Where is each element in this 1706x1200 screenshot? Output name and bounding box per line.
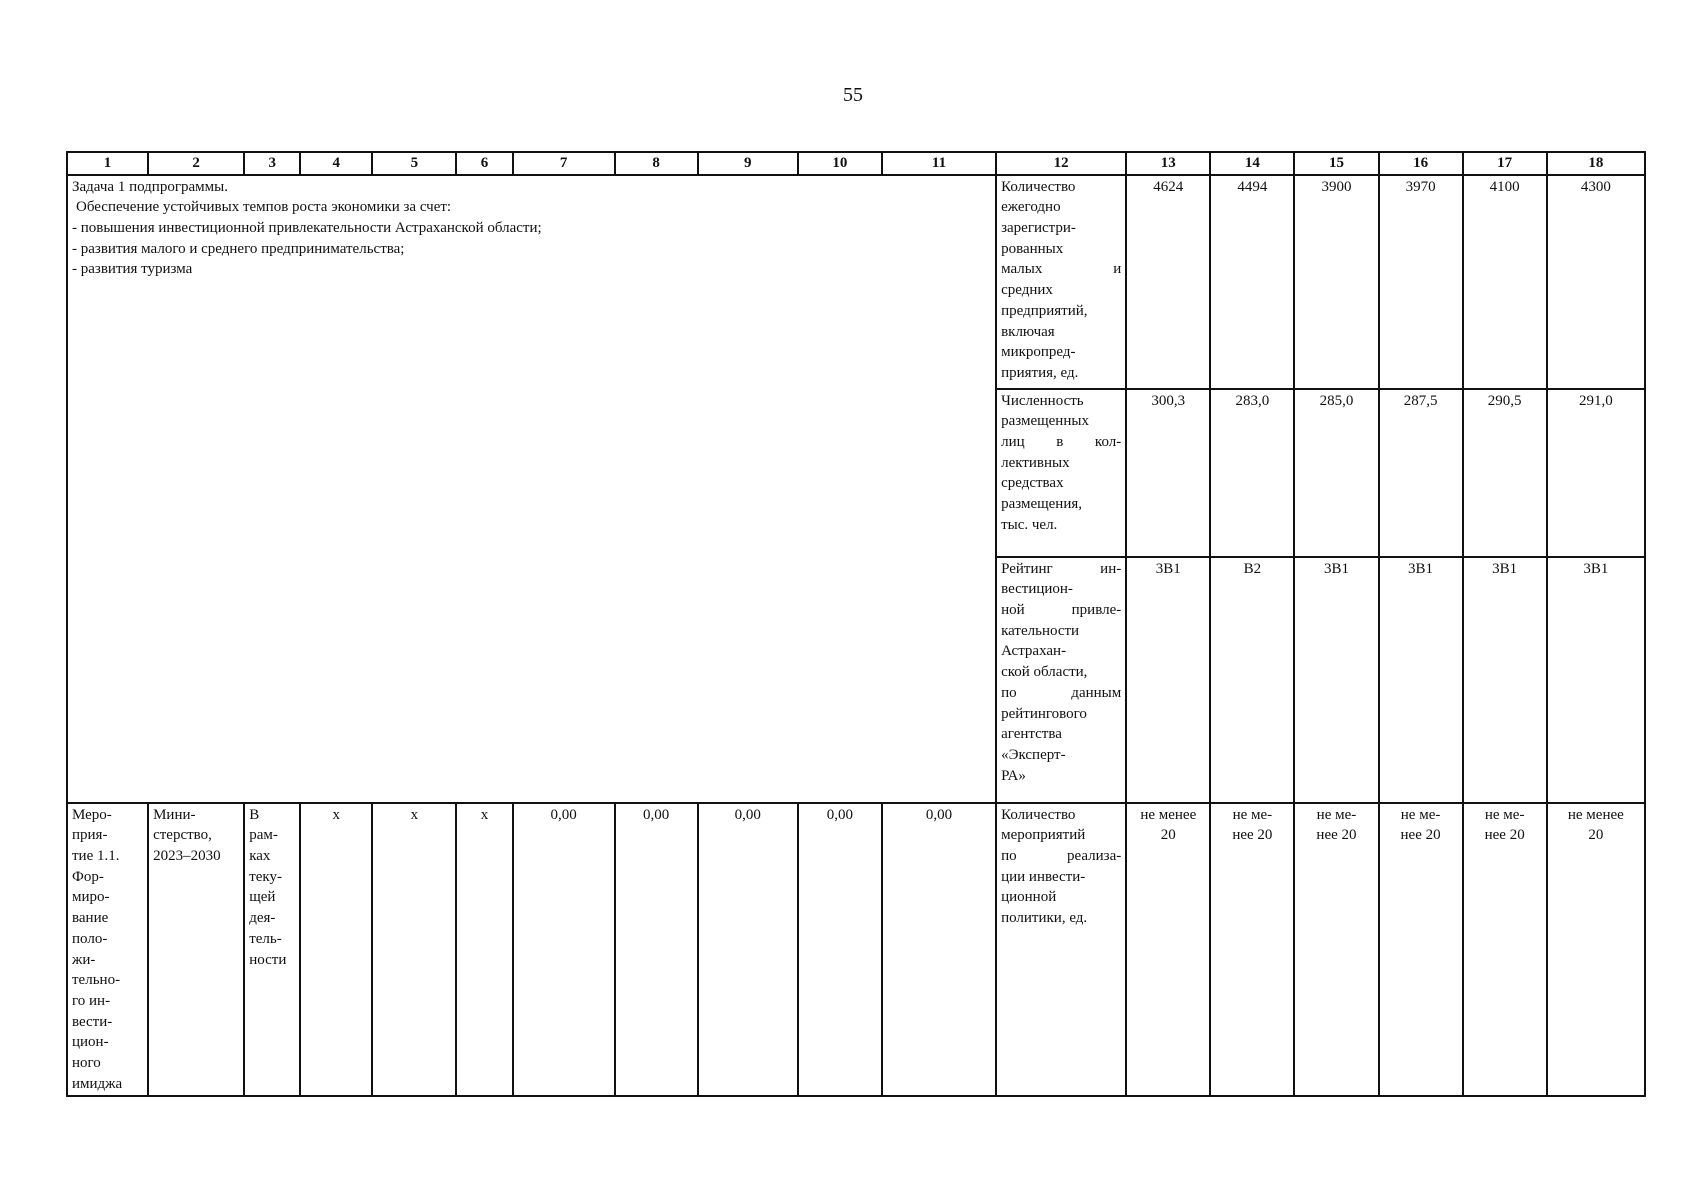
measure-target-value [1547, 803, 1645, 1097]
indicator-line: размещенных [1001, 413, 1089, 430]
indicator-line: малых и [1001, 261, 1122, 278]
measure-col-11: 0,00 [882, 803, 996, 1097]
indicator-line: агентства [1001, 726, 1062, 743]
target-line: не ме- [1316, 806, 1357, 823]
target-line: нее 20 [1484, 827, 1525, 844]
task-item: - развития туризма [72, 261, 193, 278]
target-line: не ме- [1232, 806, 1273, 823]
indicator-value: 3900 [1294, 175, 1378, 389]
target-line: нее 20 [1400, 827, 1441, 844]
funding-line: ности [249, 951, 287, 968]
indicator-value: 283,0 [1210, 389, 1294, 557]
col-header-9: 9 [698, 152, 798, 175]
indicator-value: 3В1 [1379, 557, 1463, 803]
indicator-line: Количество [1001, 806, 1076, 823]
funding-line: ках [249, 848, 271, 865]
target-line: нее 20 [1316, 827, 1357, 844]
measure-target-value [1126, 803, 1210, 1097]
measure-col-4: х [300, 803, 372, 1097]
indicator-line: лиц в кол- [1001, 434, 1122, 451]
indicator-value: 287,5 [1379, 389, 1463, 557]
task-description [67, 175, 996, 803]
indicator-name [996, 175, 1126, 389]
indicator-value: 285,0 [1294, 389, 1378, 557]
indicator-line: ционной [1001, 889, 1057, 906]
col-header-11: 11 [882, 152, 996, 175]
measure-target-value [1379, 803, 1463, 1097]
measure-target-value [1294, 803, 1378, 1097]
target-line: не менее [1567, 806, 1624, 823]
measure-target-value [1210, 803, 1294, 1097]
funding-line: В [249, 806, 260, 823]
indicator-line: ской области, [1001, 664, 1088, 681]
col-header-13: 13 [1126, 152, 1210, 175]
indicator-line: средних [1001, 282, 1053, 299]
indicator-line: Рейтинг ин- [1001, 560, 1122, 577]
executor-line: Мини- [153, 806, 196, 823]
indicator-name [996, 389, 1126, 557]
target-line: не менее [1140, 806, 1197, 823]
measure-target-value [1463, 803, 1547, 1097]
indicator-value: В2 [1210, 557, 1294, 803]
indicator-line: по реализа- [1001, 848, 1122, 865]
column-number-row [67, 152, 1645, 175]
indicator-name [996, 557, 1126, 803]
indicator-value: 3В1 [1126, 557, 1210, 803]
indicator-line: вестицион- [1001, 581, 1073, 598]
measure-col-7: 0,00 [513, 803, 615, 1097]
col-header-2: 2 [148, 152, 244, 175]
indicator-line: РА» [1001, 767, 1026, 784]
indicator-line: Астрахан- [1001, 643, 1067, 660]
col-header-6: 6 [456, 152, 512, 175]
measure-line: поло- [72, 930, 108, 947]
col-header-17: 17 [1463, 152, 1547, 175]
measure-indicator-name [996, 803, 1126, 1097]
funding-line: теку- [249, 868, 282, 885]
indicator-value: 4100 [1463, 175, 1547, 389]
target-line: не ме- [1400, 806, 1441, 823]
indicator-line: микропред- [1001, 344, 1076, 361]
measure-col-6: х [456, 803, 512, 1097]
indicator-value: 290,5 [1463, 389, 1547, 557]
measure-name [67, 803, 148, 1097]
funding-line: дея- [249, 910, 276, 927]
measure-line: Меро- [72, 806, 112, 823]
measure-funding-note [244, 803, 300, 1097]
indicator-value: 4494 [1210, 175, 1294, 389]
col-header-4: 4 [300, 152, 372, 175]
indicator-value: 3В1 [1294, 557, 1378, 803]
measure-line: цион- [72, 1034, 109, 1051]
indicator-line: рейтингового [1001, 705, 1087, 722]
indicator-line: размещения, [1001, 496, 1083, 513]
indicator-line: тыс. чел. [1001, 516, 1058, 533]
indicator-line: по данным [1001, 684, 1122, 701]
indicator-value: 3В1 [1463, 557, 1547, 803]
target-line: нее 20 [1232, 827, 1273, 844]
col-header-14: 14 [1210, 152, 1294, 175]
task-title: Задача 1 подпрограммы. [72, 178, 228, 195]
indicator-line: кательности [1001, 622, 1080, 639]
indicator-line: включая [1001, 323, 1055, 340]
col-header-18: 18 [1547, 152, 1645, 175]
indicator-line: лективных [1001, 454, 1070, 471]
col-header-1: 1 [67, 152, 148, 175]
funding-line: рам- [249, 827, 278, 844]
measure-executor [148, 803, 244, 1097]
measure-line: тельно- [72, 972, 121, 989]
indicator-value: 3970 [1379, 175, 1463, 389]
target-line: не ме- [1484, 806, 1525, 823]
indicator-line: ежегодно [1001, 199, 1061, 216]
indicator-line: рованных [1001, 240, 1064, 257]
measure-line: Фор- [72, 868, 104, 885]
indicator-line: Численность [1001, 392, 1084, 409]
col-header-16: 16 [1379, 152, 1463, 175]
col-header-5: 5 [372, 152, 456, 175]
measure-line: прия- [72, 827, 108, 844]
measure-col-10: 0,00 [798, 803, 882, 1097]
col-header-3: 3 [244, 152, 300, 175]
measure-line: миро- [72, 889, 110, 906]
task-item: - развития малого и среднего предпринимательства; [72, 240, 405, 257]
measure-line: жи- [72, 951, 96, 968]
col-header-8: 8 [615, 152, 698, 175]
col-header-15: 15 [1294, 152, 1378, 175]
indicator-line: Количество [1001, 178, 1076, 195]
target-line: 20 [1160, 827, 1176, 844]
program-table [66, 151, 1646, 1097]
indicator-row [67, 175, 1645, 389]
indicator-value: 300,3 [1126, 389, 1210, 557]
indicator-value: 4624 [1126, 175, 1210, 389]
indicator-line: приятия, ед. [1001, 364, 1079, 381]
executor-line: стерство, [153, 827, 212, 844]
measure-col-9: 0,00 [698, 803, 798, 1097]
measure-line: вание [72, 910, 109, 927]
measure-row [67, 803, 1645, 1097]
funding-line: тель- [249, 930, 282, 947]
measure-line: вести- [72, 1013, 113, 1030]
col-header-12: 12 [996, 152, 1126, 175]
indicator-line: средствах [1001, 475, 1064, 492]
measure-line: тие 1.1. [72, 848, 120, 865]
col-header-7: 7 [513, 152, 615, 175]
measure-col-5: х [372, 803, 456, 1097]
measure-line: ного [72, 1054, 101, 1071]
indicator-value: 3В1 [1547, 557, 1645, 803]
indicator-line: ции инвести- [1001, 868, 1086, 885]
measure-line: го ин- [72, 992, 111, 1009]
indicator-line: ной привле- [1001, 602, 1122, 619]
executor-line: 2023–2030 [153, 848, 221, 865]
indicator-line: зарегистри- [1001, 220, 1076, 237]
task-item: - повышения инвестиционной привлекательности Астраханской области; [72, 220, 542, 237]
task-goal: Обеспечение устойчивых темпов роста экономики за счет: [76, 199, 452, 216]
indicator-line: «Эксперт- [1001, 746, 1066, 763]
col-header-10: 10 [798, 152, 882, 175]
measure-col-8: 0,00 [615, 803, 698, 1097]
indicator-line: политики, ед. [1001, 910, 1088, 927]
indicator-line: предприятий, [1001, 302, 1088, 319]
indicator-line: мероприятий [1001, 827, 1086, 844]
measure-line: имиджа [72, 1075, 123, 1092]
indicator-value: 4300 [1547, 175, 1645, 389]
page-number: 55 [843, 84, 863, 106]
target-line: 20 [1588, 827, 1604, 844]
indicator-value: 291,0 [1547, 389, 1645, 557]
funding-line: щей [249, 889, 276, 906]
